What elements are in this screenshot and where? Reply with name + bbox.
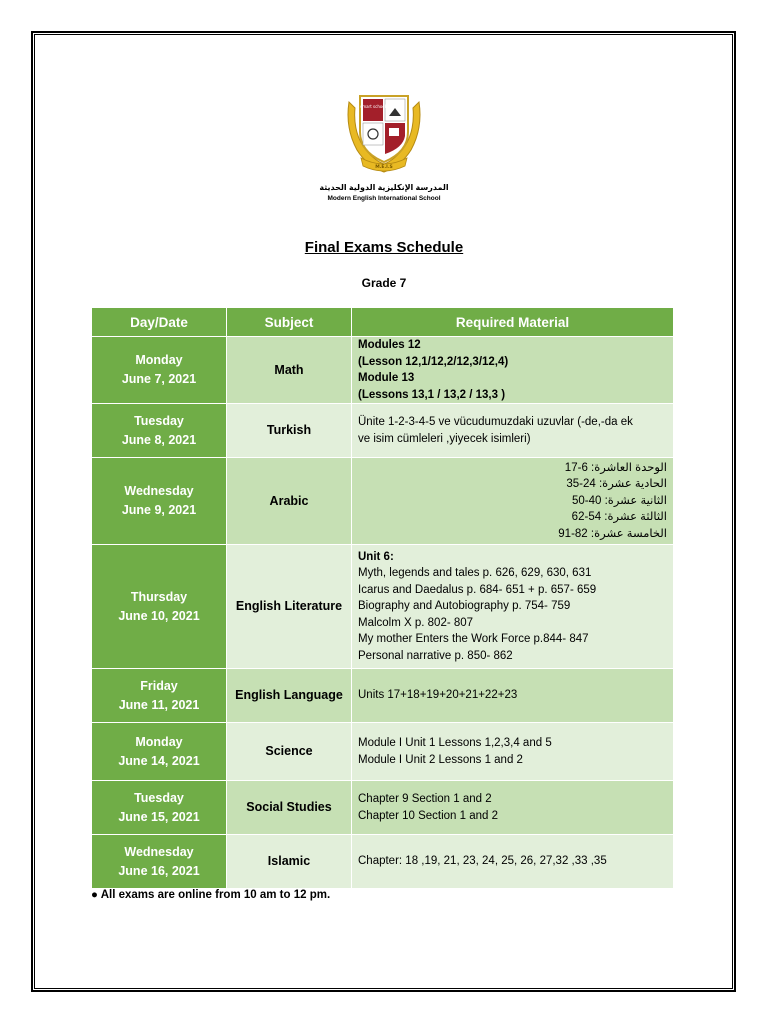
day-name: Monday	[135, 353, 183, 367]
day-date-cell	[92, 337, 227, 404]
required-material-cell	[352, 781, 674, 835]
day-date-cell	[92, 404, 227, 458]
required-material-cell	[352, 404, 674, 458]
required-material-cell	[352, 835, 674, 889]
subject-cell: Arabic	[227, 458, 352, 545]
required-material-cell	[352, 458, 674, 545]
material-line: الحادية عشرة: 24-35	[566, 478, 667, 491]
material-line: Chapter 9 Section 1 and 2	[358, 793, 492, 805]
required-material-cell	[352, 669, 674, 723]
material-line: Module I Unit 2 Lessons 1 and 2	[358, 753, 523, 766]
exam-date: June 16, 2021	[118, 863, 200, 878]
material-line: Modules 12	[358, 339, 421, 351]
material-line: Malcolm X p. 802- 807	[358, 616, 474, 629]
day-name: Wednesday	[124, 484, 194, 498]
table-row	[92, 404, 674, 458]
exam-schedule-table	[91, 307, 674, 889]
material-line: الثالثة عشرة: 54-62	[571, 511, 667, 524]
table-row	[92, 835, 674, 889]
day-date-cell	[92, 669, 227, 723]
subject-cell: Social Studies	[227, 781, 352, 835]
day-name: Thursday	[130, 589, 188, 604]
day-date-cell	[92, 458, 227, 545]
required-material-cell	[352, 545, 674, 669]
exam-date: June 8, 2021	[121, 432, 197, 447]
exam-time-note: ● All exams are online from 10 am to 12 pm.	[91, 889, 331, 901]
exam-date: June 11, 2021	[118, 697, 200, 712]
material-line: Icarus and Daedalus p. 684- 651 + p. 657- 659	[358, 583, 597, 596]
exam-date: June 10, 2021	[118, 608, 200, 623]
school-name-arabic: المدرسة الإنكليزية الدولية الحديثة	[319, 183, 449, 192]
school-name-english: Modern English International School	[327, 195, 441, 202]
material-line: Biography and Autobiography p. 754- 759	[358, 600, 571, 613]
subject-cell: Turkish	[227, 404, 352, 458]
table-row	[92, 669, 674, 723]
material-line: (Lesson 12,1/12,2/12,3/12,4)	[358, 355, 509, 368]
day-name: Monday	[135, 734, 183, 749]
day-name: Friday	[140, 678, 178, 693]
subject-cell: Math	[227, 337, 352, 404]
exam-date: June 14, 2021	[118, 753, 200, 768]
material-line: Personal narrative p. 850- 862	[358, 649, 513, 662]
crest-motto: M.E.I.S	[375, 165, 393, 170]
material-line: Units 17+18+19+20+21+22+23	[358, 689, 518, 702]
material-line: الوحدة العاشرة: 6-17	[564, 461, 667, 474]
material-line: Module I Unit 1 Lessons 1,2,3,4 and 5	[358, 737, 552, 749]
exam-date: June 7, 2021	[121, 372, 197, 386]
table-row	[92, 723, 674, 781]
exam-date: June 9, 2021	[121, 503, 197, 517]
material-line: (Lessons 13,1 / 13,2 / 13,3 )	[358, 388, 506, 401]
subject-cell: English Literature	[227, 545, 352, 669]
header-subject: Subject	[227, 308, 352, 337]
day-date-cell	[92, 781, 227, 835]
school-crest-logo	[343, 88, 425, 178]
subject-cell: Islamic	[227, 835, 352, 889]
day-name: Wednesday	[124, 844, 194, 859]
material-line: الخامسة عشرة: 82-91	[558, 527, 667, 540]
material-line: My mother Enters the Work Force p.844- 847	[358, 633, 589, 646]
exam-date: June 15, 2021	[118, 809, 200, 824]
day-name: Tuesday	[134, 413, 184, 428]
day-date-cell	[92, 835, 227, 889]
material-line: Module 13	[358, 372, 415, 384]
day-date-cell	[92, 545, 227, 669]
material-line: Unit 6:	[358, 550, 394, 563]
header-day-date: Day/Date	[92, 308, 227, 337]
crest-text: smart school	[360, 104, 386, 109]
material-line: الثانية عشرة: 40-50	[571, 494, 667, 507]
required-material-cell	[352, 723, 674, 781]
material-line: ve isim cümleleri ,yiyecek isimleri)	[358, 432, 531, 445]
subject-cell: Science	[227, 723, 352, 781]
day-name: Tuesday	[134, 790, 184, 805]
header-required-material: Required Material	[352, 308, 674, 337]
required-material-cell	[352, 337, 674, 404]
grade-label: Grade 7	[361, 276, 407, 290]
material-line: Myth, legends and tales p. 626, 629, 630, 631	[358, 567, 592, 580]
material-line: Ünite 1-2-3-4-5 ve vücudumuzdaki uzuvlar (-de,-da ek	[358, 416, 633, 428]
day-date-cell	[92, 723, 227, 781]
table-row	[92, 458, 674, 545]
table-header-row	[92, 308, 674, 337]
table-row	[92, 781, 674, 835]
material-line: Chapter: 18 ,19, 21, 23, 24, 25, 26, 27,32 ,33 ,35	[358, 855, 607, 868]
subject-cell: English Language	[227, 669, 352, 723]
table-row	[92, 337, 674, 404]
table-row	[92, 545, 674, 669]
material-line: Chapter 10 Section 1 and 2	[358, 809, 499, 822]
page-title: Final Exams Schedule	[304, 239, 464, 256]
